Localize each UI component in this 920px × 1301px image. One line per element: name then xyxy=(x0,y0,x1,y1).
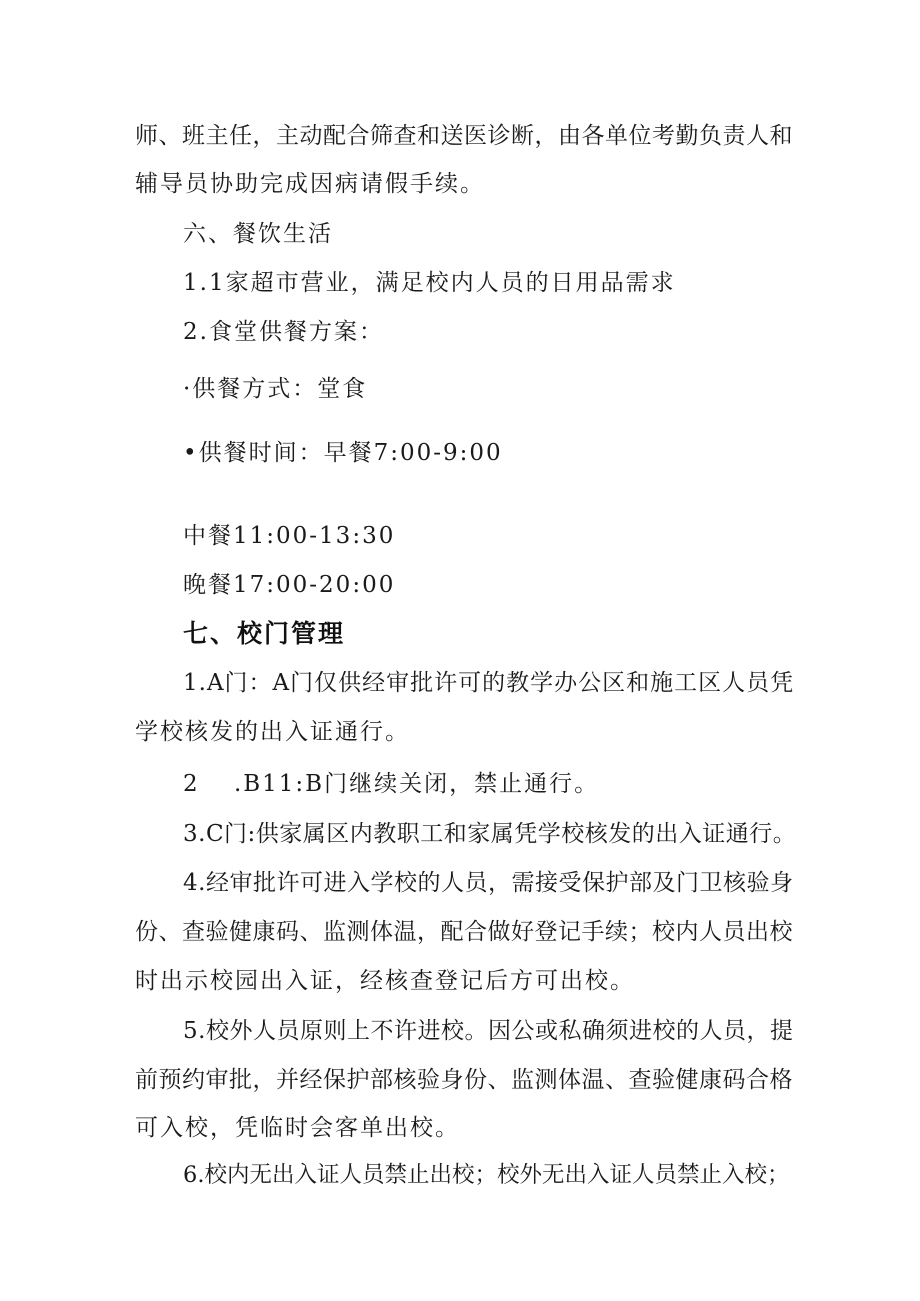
list-item: 2 .B11:B门继续关闭，禁止通行。 xyxy=(183,771,600,797)
list-item: 1.A门：A门仅供经审批许可的教学办公区和施工区人员凭 xyxy=(183,670,795,696)
list-item: 6.校内无出入证人员禁止出校；校外无出入证人员禁止入校； xyxy=(183,1162,790,1188)
section-heading-gate-management: 七、校门管理 xyxy=(183,619,346,648)
meal-time-line: 中餐11:00-13:30 xyxy=(183,523,396,549)
list-item: 5.校外人员原则上不许进校。因公或私确须进校的人员，提 xyxy=(183,1018,794,1044)
body-text-line: 可入校，凭临时会客单出校。 xyxy=(135,1115,460,1141)
body-text-line: 学校核发的出入证通行。 xyxy=(135,719,410,745)
list-item: 2.食堂供餐方案： xyxy=(183,319,384,345)
body-text-line: 份、查验健康码、监测体温，配合做好登记手续；校内人员出校 xyxy=(135,919,793,945)
section-heading-catering: 六、餐饮生活 xyxy=(183,221,333,247)
list-item: 3.C门:供家属区内教职工和家属凭学校核发的出入证通行。 xyxy=(183,821,797,847)
list-item: 4.经审批许可进入学校的人员，需接受保护部及门卫核验身 xyxy=(183,870,794,896)
body-text-line: 前预约审批，并经保护部核验身份、监测体温、查验健康码合格 xyxy=(135,1067,793,1093)
list-item: 1.1家超市营业，满足校内人员的日用品需求 xyxy=(183,270,676,296)
bullet-item: ·供餐方式：堂食 xyxy=(183,376,368,402)
body-text-line: 时出示校园出入证，经核查登记后方可出校。 xyxy=(135,968,635,994)
bullet-item: •供餐时间：早餐7:00-9:00 xyxy=(183,440,503,466)
body-text-line: 辅导员协助完成因病请假手续。 xyxy=(135,171,485,197)
meal-time-line: 晚餐17:00-20:00 xyxy=(183,572,396,598)
body-text-line: 师、班主任，主动配合筛查和送医诊断，由各单位考勤负责人和 xyxy=(135,123,793,149)
